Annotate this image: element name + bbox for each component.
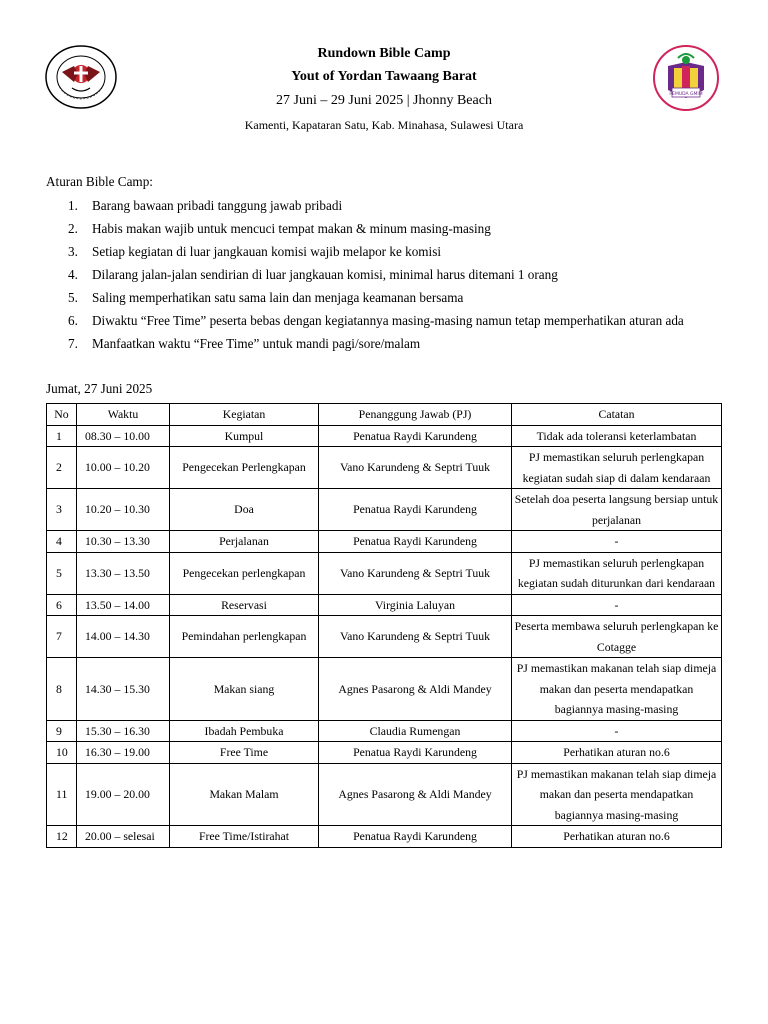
schedule-row bbox=[47, 552, 722, 594]
rule-text: Setiap kegiatan di luar jangkauan komisi wajib melapor ke komisi bbox=[92, 244, 442, 259]
row-no: 7 bbox=[47, 616, 77, 658]
rules-heading: Aturan Bible Camp: bbox=[46, 174, 153, 189]
schedule-row bbox=[47, 616, 722, 658]
row-time: 08.30 – 10.00 bbox=[77, 425, 170, 447]
row-notes: Perhatikan aturan no.6 bbox=[512, 742, 722, 764]
row-pic: Claudia Rumengan bbox=[319, 720, 512, 742]
schedule-day-heading: Jumat, 27 Juni 2025 bbox=[46, 381, 153, 396]
rule-number: 7. bbox=[68, 336, 78, 351]
schedule-header-row bbox=[47, 404, 722, 426]
row-notes: PJ memastikan makanan telah siap dimeja makan dan peserta mendapatkan bagiannya masing-masing bbox=[512, 763, 722, 826]
row-time: 20.00 – selesai bbox=[77, 826, 170, 848]
schedule-row bbox=[47, 425, 722, 447]
schedule-row bbox=[47, 594, 722, 616]
row-notes: Tidak ada toleransi keterlambatan bbox=[512, 425, 722, 447]
row-activity: Pengecekan perlengkapan bbox=[170, 552, 319, 594]
row-time: 15.30 – 16.30 bbox=[77, 720, 170, 742]
row-pic: Penatua Raydi Karundeng bbox=[319, 489, 512, 531]
rule-item bbox=[46, 332, 746, 355]
rule-number: 6. bbox=[68, 313, 78, 328]
row-activity: Reservasi bbox=[170, 594, 319, 616]
row-pic: Agnes Pasarong & Aldi Mandey bbox=[319, 763, 512, 826]
schedule-row bbox=[47, 826, 722, 848]
schedule-row bbox=[47, 658, 722, 721]
schedule-row bbox=[47, 720, 722, 742]
rule-item bbox=[46, 240, 746, 263]
rule-item bbox=[46, 286, 746, 309]
row-pic: Virginia Laluyan bbox=[319, 594, 512, 616]
row-no: 5 bbox=[47, 552, 77, 594]
col-no-header: No bbox=[47, 404, 77, 426]
schedule-row bbox=[47, 531, 722, 553]
rule-text: Saling memperhatikan satu sama lain dan menjaga keamanan bersama bbox=[92, 290, 464, 305]
rule-item bbox=[46, 194, 746, 217]
row-no: 3 bbox=[47, 489, 77, 531]
row-time: 19.00 – 20.00 bbox=[77, 763, 170, 826]
row-time: 14.30 – 15.30 bbox=[77, 658, 170, 721]
schedule-row bbox=[47, 763, 722, 826]
svg-text:PEMUDA GMIM: PEMUDA GMIM bbox=[669, 92, 703, 97]
row-notes: PJ memastikan seluruh perlengkapan kegiatan sudah siap di dalam kendaraan bbox=[512, 447, 722, 489]
row-pic: Vano Karundeng & Septri Tuuk bbox=[319, 616, 512, 658]
row-activity: Perjalanan bbox=[170, 531, 319, 553]
row-notes: PJ memastikan seluruh perlengkapan kegiatan sudah diturunkan dari kendaraan bbox=[512, 552, 722, 594]
rule-number: 3. bbox=[68, 244, 78, 259]
row-pic: Penatua Raydi Karundeng bbox=[319, 531, 512, 553]
row-no: 2 bbox=[47, 447, 77, 489]
rule-number: 1. bbox=[68, 198, 78, 213]
rule-number: 4. bbox=[68, 267, 78, 282]
schedule-body bbox=[47, 425, 722, 847]
row-notes: PJ memastikan makanan telah siap dimeja makan dan peserta mendapatkan bagiannya masing-masing bbox=[512, 658, 722, 721]
row-activity: Free Time/Istirahat bbox=[170, 826, 319, 848]
row-notes: - bbox=[512, 594, 722, 616]
row-time: 10.20 – 10.30 bbox=[77, 489, 170, 531]
row-activity: Free Time bbox=[170, 742, 319, 764]
document-subtitle: Yout of Yordan Tawaang Barat bbox=[291, 69, 477, 84]
row-notes: Perhatikan aturan no.6 bbox=[512, 826, 722, 848]
row-activity: Ibadah Pembuka bbox=[170, 720, 319, 742]
row-activity: Doa bbox=[170, 489, 319, 531]
rule-item bbox=[46, 309, 746, 332]
row-time: 10.00 – 10.20 bbox=[77, 447, 170, 489]
rule-number: 2. bbox=[68, 221, 78, 236]
row-no: 8 bbox=[47, 658, 77, 721]
row-time: 14.00 – 14.30 bbox=[77, 616, 170, 658]
col-time-header: Waktu bbox=[77, 404, 170, 426]
rule-text: Habis makan wajib untuk mencuci tempat makan & minum masing-masing bbox=[92, 221, 491, 236]
row-notes: Peserta membawa seluruh perlengkapan ke Cotagge bbox=[512, 616, 722, 658]
camp-rules bbox=[46, 172, 746, 355]
rule-number: 5. bbox=[68, 290, 78, 305]
document-header bbox=[0, 42, 768, 137]
row-no: 1 bbox=[47, 425, 77, 447]
rule-text: Manfaatkan waktu “Free Time” untuk mandi pagi/sore/malam bbox=[92, 336, 421, 351]
rules-list bbox=[46, 194, 746, 355]
row-no: 12 bbox=[47, 826, 77, 848]
event-address: Kamenti, Kapataran Satu, Kab. Minahasa, Sulawesi Utara bbox=[244, 118, 524, 132]
row-activity: Pemindahan perlengkapan bbox=[170, 616, 319, 658]
row-pic: Penatua Raydi Karundeng bbox=[319, 425, 512, 447]
row-no: 11 bbox=[47, 763, 77, 826]
col-activity-header: Kegiatan bbox=[170, 404, 319, 426]
row-no: 4 bbox=[47, 531, 77, 553]
row-pic: Agnes Pasarong & Aldi Mandey bbox=[319, 658, 512, 721]
rule-item bbox=[46, 217, 746, 240]
row-activity: Kumpul bbox=[170, 425, 319, 447]
row-pic: Vano Karundeng & Septri Tuuk bbox=[319, 447, 512, 489]
row-activity: Makan Malam bbox=[170, 763, 319, 826]
row-pic: Vano Karundeng & Septri Tuuk bbox=[319, 552, 512, 594]
row-time: 13.30 – 13.50 bbox=[77, 552, 170, 594]
schedule-row bbox=[47, 489, 722, 531]
row-time: 10.30 – 13.30 bbox=[77, 531, 170, 553]
row-activity: Pengecekan Perlengkapan bbox=[170, 447, 319, 489]
rule-item bbox=[46, 263, 746, 286]
col-pic-header: Penanggung Jawab (PJ) bbox=[319, 404, 512, 426]
rule-text: Barang bawaan pribadi tanggung jawab pribadi bbox=[92, 198, 343, 213]
col-notes-header: Catatan bbox=[512, 404, 722, 426]
document-title: Rundown Bible Camp bbox=[317, 46, 451, 61]
row-no: 9 bbox=[47, 720, 77, 742]
row-time: 13.50 – 14.00 bbox=[77, 594, 170, 616]
schedule-row bbox=[47, 742, 722, 764]
row-no: 6 bbox=[47, 594, 77, 616]
rule-text: Diwaktu “Free Time” peserta bebas dengan kegiatannya masing-masing namun tetap memperhatikan aturan ada bbox=[92, 313, 684, 328]
row-notes: - bbox=[512, 720, 722, 742]
schedule-table bbox=[46, 403, 722, 848]
event-date-place: 27 Juni – 29 Juni 2025 | Jhonny Beach bbox=[276, 93, 492, 108]
schedule-row bbox=[47, 447, 722, 489]
rule-text: Dilarang jalan-jalan sendirian di luar jangkauan komisi, minimal harus ditemani 1 orang bbox=[92, 267, 558, 282]
row-no: 10 bbox=[47, 742, 77, 764]
row-notes: Setelah doa peserta langsung bersiap untuk perjalanan bbox=[512, 489, 722, 531]
row-notes: - bbox=[512, 531, 722, 553]
row-activity: Makan siang bbox=[170, 658, 319, 721]
row-time: 16.30 – 19.00 bbox=[77, 742, 170, 764]
row-pic: Penatua Raydi Karundeng bbox=[319, 742, 512, 764]
row-pic: Penatua Raydi Karundeng bbox=[319, 826, 512, 848]
